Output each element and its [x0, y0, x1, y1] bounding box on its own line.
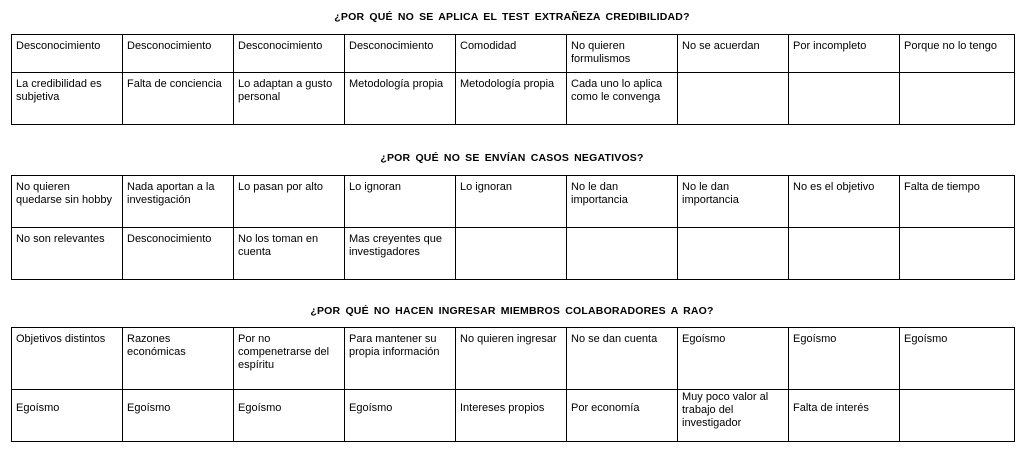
table-row — [12, 328, 1015, 390]
table-cell: Por incompleto — [789, 35, 900, 73]
table-cell: La credibilidad es subjetiva — [12, 73, 123, 125]
table-cell: Para mantener su propia información — [345, 328, 456, 390]
table-cell: Egoísmo — [12, 390, 123, 442]
table-cell: Egoísmo — [345, 390, 456, 442]
section-title-casos-negativos: ¿POR QUÉ NO SE ENVÍAN CASOS NEGATIVOS? — [380, 152, 644, 164]
table-cell: Falta de tiempo — [900, 176, 1015, 228]
table-cell: Desconocimiento — [123, 228, 234, 280]
table-cell — [456, 228, 567, 280]
table-cell: Desconocimiento — [345, 35, 456, 73]
table-cell: Por no compenetrarse del espíritu — [234, 328, 345, 390]
table-cell — [900, 228, 1015, 280]
table-cell: Metodología propia — [456, 73, 567, 125]
table-cell: Egoísmo — [123, 390, 234, 442]
table-cell: No se dan cuenta — [567, 328, 678, 390]
table-cell: Desconocimiento — [234, 35, 345, 73]
table-cell: Desconocimiento — [123, 35, 234, 73]
table-cell — [567, 228, 678, 280]
table-row — [12, 228, 1015, 280]
table-cell: Intereses propios — [456, 390, 567, 442]
table-cell: Metodología propia — [345, 73, 456, 125]
table-cell: No le dan importancia — [567, 176, 678, 228]
table-cell: Desconocimiento — [12, 35, 123, 73]
table-cell: Falta de interés — [789, 390, 900, 442]
table-cell: Lo adaptan a gusto personal — [234, 73, 345, 125]
table-cell: Muy poco valor al trabajo del investigador — [678, 390, 789, 442]
table-cell: Lo ignoran — [456, 176, 567, 228]
table-row — [12, 176, 1015, 228]
table-cell: Objetivos distintos — [12, 328, 123, 390]
table-cell: Egoísmo — [678, 328, 789, 390]
table-cell: Egoísmo — [234, 390, 345, 442]
table-miembros-colaboradores — [11, 327, 1015, 442]
table-cell: No es el objetivo — [789, 176, 900, 228]
table-cell — [678, 73, 789, 125]
table-cell: No quieren formulismos — [567, 35, 678, 73]
table-cell: Nada aportan a la investigación — [123, 176, 234, 228]
table-cell — [789, 73, 900, 125]
table-cell: No se acuerdan — [678, 35, 789, 73]
table-row — [12, 73, 1015, 125]
table-cell: Por economía — [567, 390, 678, 442]
table-cell — [678, 228, 789, 280]
table-cell: Lo ignoran — [345, 176, 456, 228]
table-cell: Egoísmo — [900, 328, 1015, 390]
table-cell: No quieren quedarse sin hobby — [12, 176, 123, 228]
table-cell: Mas creyentes que investigadores — [345, 228, 456, 280]
table-cell: Egoísmo — [789, 328, 900, 390]
table-cell: No le dan importancia — [678, 176, 789, 228]
table-cell: No son relevantes — [12, 228, 123, 280]
table-cell: Razones económicas — [123, 328, 234, 390]
table-cell: Falta de conciencia — [123, 73, 234, 125]
table-cell: No quieren ingresar — [456, 328, 567, 390]
table-cell: Porque no lo tengo — [900, 35, 1015, 73]
table-test-extraneza — [11, 34, 1015, 125]
section-title-miembros-colaboradores: ¿POR QUÉ NO HACEN INGRESAR MIEMBROS COLABORADORES A RAO? — [310, 305, 714, 317]
table-cell: Lo pasan por alto — [234, 176, 345, 228]
table-cell — [900, 390, 1015, 442]
table-cell — [900, 73, 1015, 125]
table-cell — [789, 228, 900, 280]
table-cell: Comodidad — [456, 35, 567, 73]
table-cell: No los toman en cuenta — [234, 228, 345, 280]
table-casos-negativos — [11, 175, 1015, 280]
table-row — [12, 390, 1015, 442]
section-title-test-extraneza: ¿POR QUÉ NO SE APLICA EL TEST EXTRAÑEZA CREDIBILIDAD? — [334, 11, 690, 23]
table-row — [12, 35, 1015, 73]
table-cell: Cada uno lo aplica como le convenga — [567, 73, 678, 125]
